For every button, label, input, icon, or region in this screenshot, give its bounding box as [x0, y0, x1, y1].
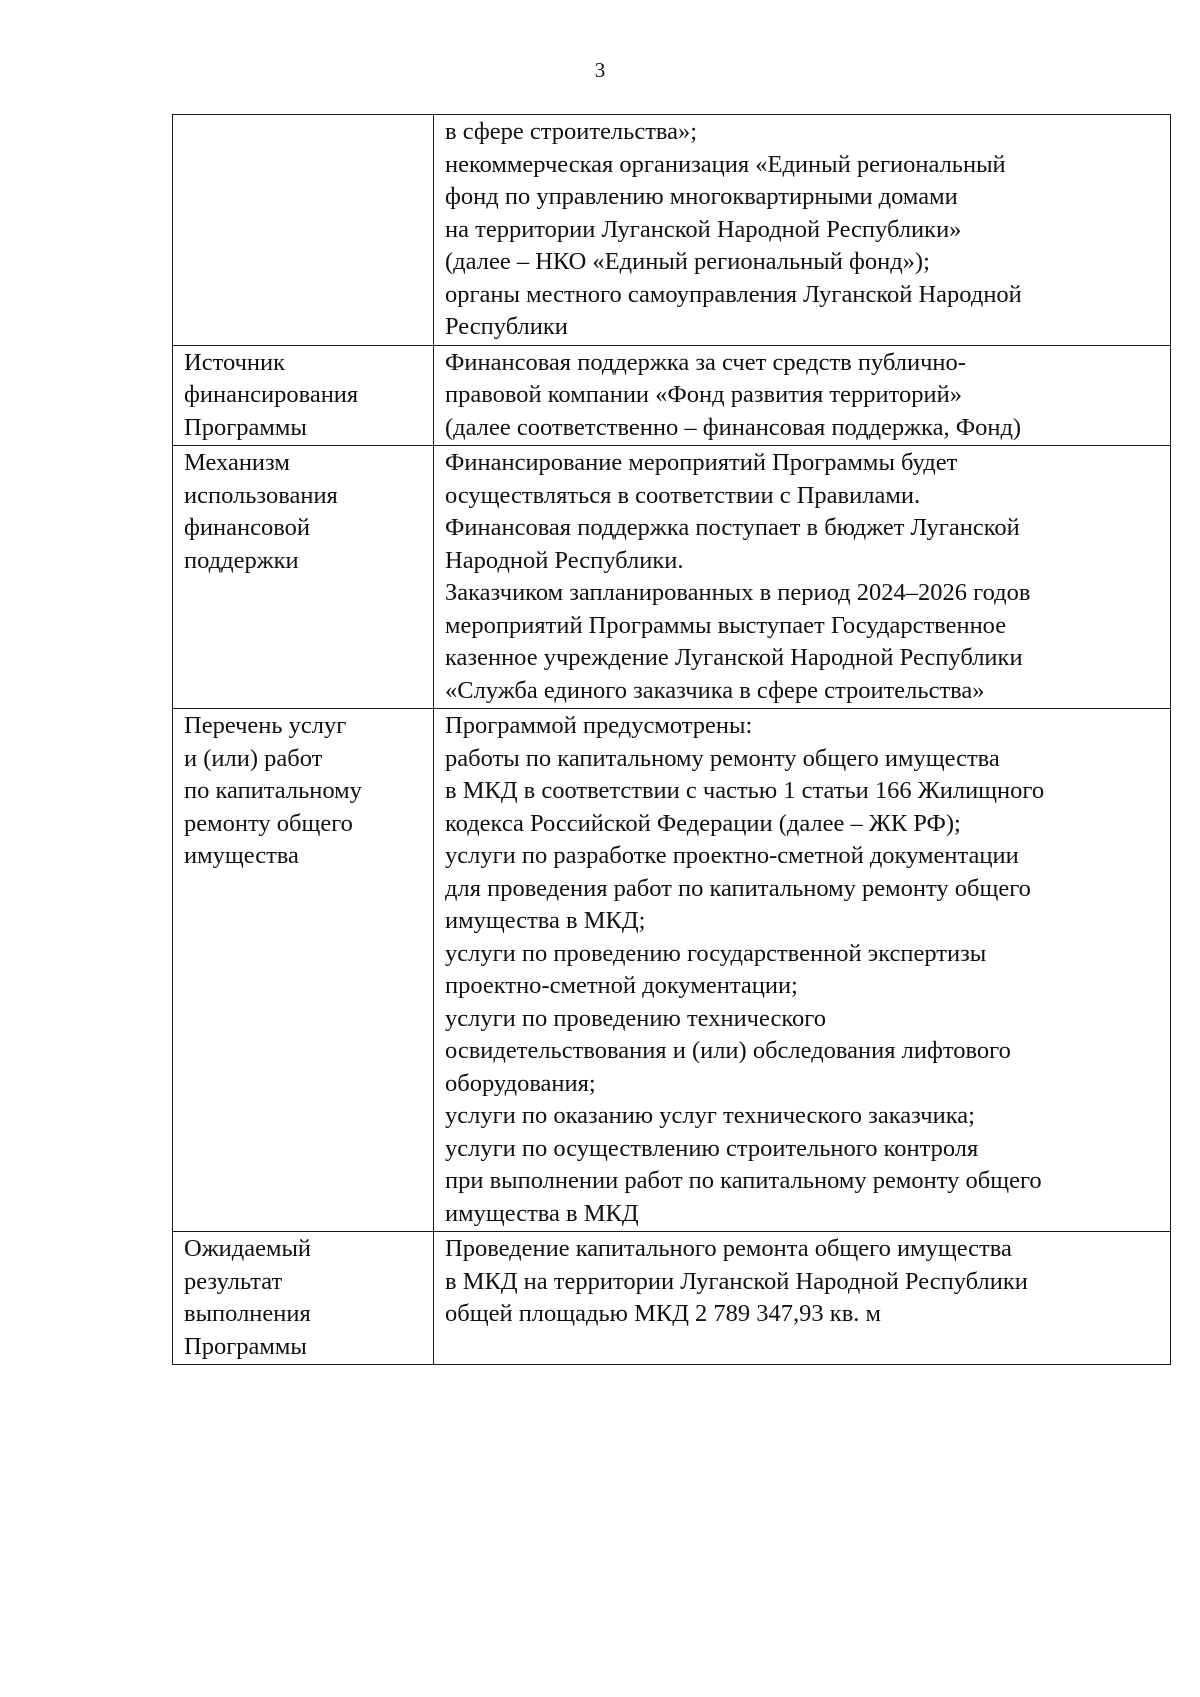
value-line: услуги по проведению государственной экспертизы [445, 939, 987, 967]
label-line: Ожидаемый [184, 1235, 312, 1262]
value-line: услуги по разработке проектно-сметной документации [445, 842, 1019, 869]
value-line: в МКД на территории Луганской Народной Республики [445, 1267, 1028, 1295]
label-line: выполнения [184, 1300, 311, 1327]
label-line: Источник [184, 348, 286, 376]
table-row [173, 115, 1171, 346]
value-line: Финансовая поддержка за счет средств публично- [445, 348, 966, 376]
value-line: Финансирование мероприятий Программы будет [445, 449, 958, 476]
value-line: в МКД в соответствии с частью 1 статьи 166 Жилищного [445, 777, 1045, 804]
table-row [173, 446, 1171, 709]
value-line: фонд по управлению многоквартирными домами [445, 183, 958, 210]
value-line: для проведения работ по капитальному ремонту общего [445, 874, 1031, 902]
row-value-cell [434, 709, 1171, 1232]
value-line: освидетельствования и (или) обследования лифтового [445, 1037, 1011, 1064]
value-line: имущества в МКД [445, 1199, 639, 1227]
row-label-cell [173, 1232, 434, 1365]
value-line: на территории Луганской Народной Республики» [445, 215, 962, 243]
row-value-cell [434, 115, 1171, 346]
value-line: имущества в МКД; [445, 907, 646, 934]
value-line: кодекса Российской Федерации (далее – ЖК РФ); [445, 809, 961, 837]
value-line: Республики [445, 313, 568, 340]
label-line: финансирования [184, 381, 359, 408]
table-row [173, 345, 1171, 446]
value-line: (далее соответственно – финансовая поддержка, Фонд) [445, 413, 1022, 441]
value-line: правовой компании «Фонд развития территорий» [445, 381, 962, 408]
row-value-cell [434, 446, 1171, 709]
value-line: услуги по осуществлению строительного контроля [445, 1134, 979, 1162]
table-body [173, 115, 1171, 1365]
label-line: Перечень услуг [184, 712, 347, 739]
value-line: в сфере строительства»; [445, 118, 698, 145]
value-line: органы местного самоуправления Луганской Народной [445, 280, 1022, 308]
label-line: Программы [184, 1332, 307, 1360]
value-line: услуги по оказанию услуг технического заказчика; [445, 1102, 975, 1129]
value-line: Программой предусмотрены: [445, 712, 753, 739]
value-line: мероприятий Программы выступает Государственное [445, 611, 1007, 639]
label-line: использования [184, 481, 338, 509]
value-line: казенное учреждение Луганской Народной Республики [445, 644, 1023, 671]
row-label-cell [173, 446, 434, 709]
label-line: имущества [184, 842, 299, 869]
row-value-cell [434, 1232, 1171, 1365]
value-line: (далее – НКО «Единый региональный фонд»); [445, 248, 930, 275]
row-label-cell [173, 345, 434, 446]
value-line: осуществляться в соответствии с Правилами. [445, 481, 921, 509]
row-value-cell [434, 345, 1171, 446]
value-line: Заказчиком запланированных в период 2024–2026 годов [445, 579, 1031, 606]
label-line: поддержки [184, 546, 299, 574]
label-line: результат [184, 1267, 283, 1295]
value-line: общей площадью МКД 2 789 347,93 кв. м [445, 1300, 882, 1327]
page-number: 3 [594, 58, 606, 82]
value-line: Финансовая поддержка поступает в бюджет Луганской [445, 514, 1020, 541]
table-row [173, 709, 1171, 1232]
value-line: «Служба единого заказчика в сфере строительства» [445, 676, 985, 704]
value-line: при выполнении работ по капитальному ремонту общего [445, 1167, 1042, 1194]
label-line: Программы [184, 413, 307, 441]
value-line: услуги по проведению технического [445, 1004, 826, 1032]
table-row [173, 1232, 1171, 1365]
value-line: работы по капитальному ремонту общего имущества [445, 744, 1000, 772]
value-line: некоммерческая организация «Единый региональный [445, 150, 1006, 178]
label-line: по капитальному [184, 777, 362, 804]
value-line: проектно-сметной документации; [445, 972, 798, 999]
value-line: Проведение капитального ремонта общего имущества [445, 1235, 1012, 1262]
label-line: Механизм [184, 449, 290, 476]
label-line: ремонту общего [184, 809, 353, 837]
value-line: Народной Республики. [445, 546, 684, 574]
row-label-cell [173, 115, 434, 346]
row-label-cell [173, 709, 434, 1232]
label-line: финансовой [184, 514, 310, 541]
program-passport-table [172, 114, 1171, 1365]
label-line: и (или) работ [184, 744, 323, 772]
value-line: оборудования; [445, 1069, 596, 1097]
